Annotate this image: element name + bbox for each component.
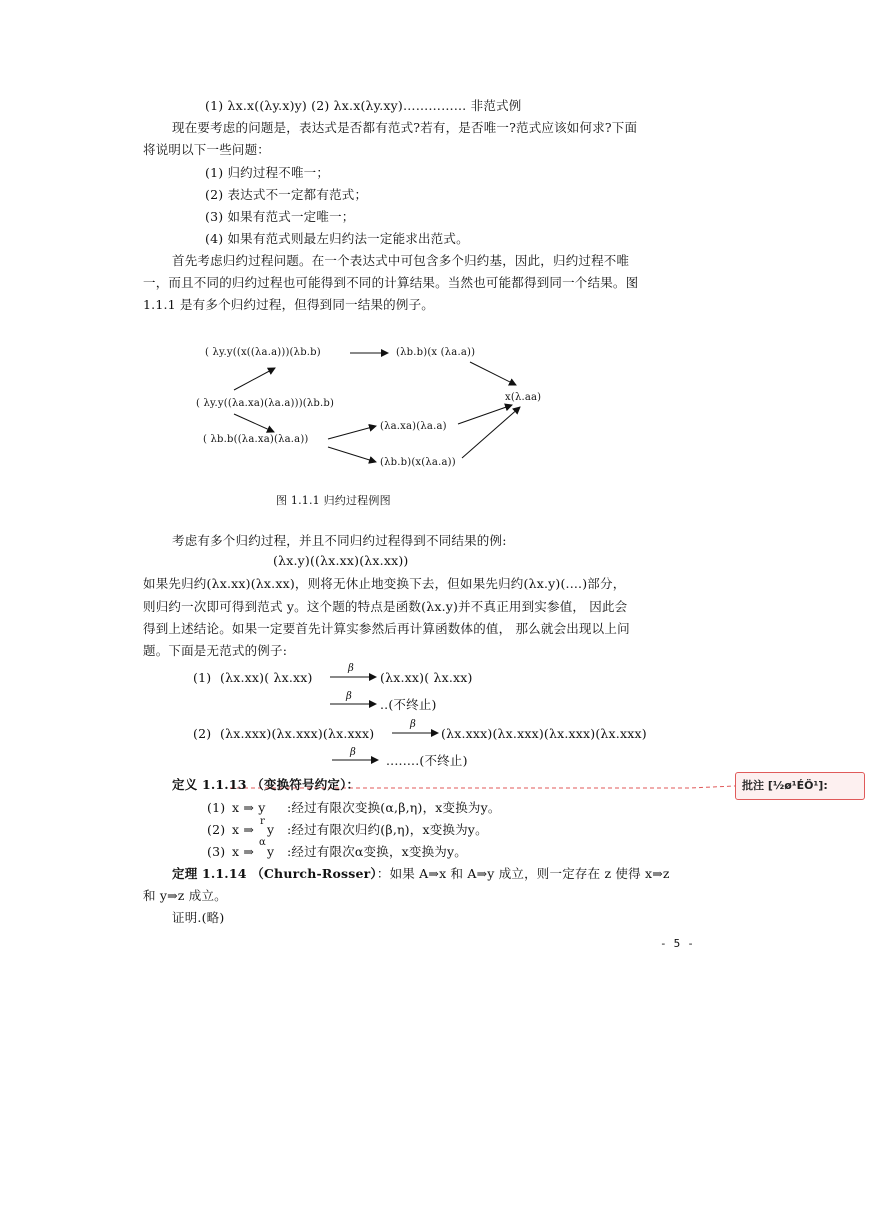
diagram-node-lower-left: ( λb.b((λa.xa)(λa.a))	[203, 434, 309, 445]
issue-item-4: (4) 如果有范式则最左归约法一定能求出范式。	[205, 231, 469, 246]
def-2-tail: y	[267, 822, 275, 837]
def-3-tail: y	[267, 844, 275, 859]
diagram-node-result: x(λ.aa)	[505, 392, 542, 403]
arrow-down	[234, 414, 274, 432]
theorem-line-1	[172, 864, 670, 884]
issue-item-1: (1) 归约过程不唯一；	[205, 165, 330, 180]
def-3-description: :经过有限次α变换，x变换为y。	[287, 844, 467, 859]
paragraph-4-line-1: 如果先归约(λx.xx)(λx.xx)，则将无休止地变换下去，但如果先归约(λx.y)(....)部分，	[143, 576, 626, 591]
definition-title: 定义 1.1.13 （变换符号约定）：	[172, 777, 360, 792]
nf2-rhs: (λx.xxx)(λx.xxx)(λx.xxx)(λx.xxx)	[441, 726, 647, 741]
nf2-number: (2)	[193, 726, 212, 741]
def-3-superscript: α	[259, 837, 266, 848]
theorem-title: 定理 1.1.14 （Church-Rosser）	[172, 866, 377, 881]
paragraph-1-line-2: 将说明以下一些问题：	[143, 142, 271, 157]
nf1-number: (1)	[193, 670, 212, 685]
arrow-bottom-to-result	[462, 407, 520, 458]
paragraph-2-line-2: 一，而且不同的归约过程也可能得到不同的计算结果。当然也可能都得到同一个结果。图	[143, 275, 639, 290]
nf2-continuation: ........(不终止)	[386, 753, 468, 768]
nf1-beta-label: β	[348, 663, 354, 674]
issue-item-3: (3) 如果有范式一定唯一；	[205, 209, 355, 224]
arrow-to-bottom	[328, 447, 376, 462]
def-3-number: (3)	[207, 844, 226, 859]
diagram-node-bottom: (λb.b)(x(λa.a))	[380, 457, 456, 468]
nf2-lhs: (λx.xxx)(λx.xxx)(λx.xxx)	[220, 726, 375, 741]
arrow-top-right-to-result	[470, 362, 516, 385]
issue-item-2: (2) 表达式不一定都有范式；	[205, 187, 368, 202]
def-2-symbol: x ⇒	[232, 822, 255, 837]
paragraph-4-line-2: 则归约一次即可得到范式 y。这个题的特点是函数(λx.y)并不真正用到实参值， 因此会	[143, 599, 628, 614]
diagram-node-top-right: (λb.b)(x (λa.a))	[396, 347, 476, 358]
arrow-lower-mid-to-result	[458, 405, 512, 424]
page-number: - 5 -	[660, 937, 695, 950]
def-1-number: (1)	[207, 800, 226, 815]
theorem-statement: ：如果 A⇒x 和 A⇒y 成立，则一定存在 z 使得 x⇒z	[376, 866, 670, 881]
def-2-superscript: r	[260, 816, 265, 827]
paragraph-1-line-1: 现在要考虑的问题是，表达式是否都有范式?若有，是否唯一?范式应该如何求?下面	[172, 120, 638, 135]
def-3-symbol: x ⇒	[232, 844, 255, 859]
example-expression: (λx.y)((λx.xx)(λx.xx))	[273, 553, 409, 568]
def-1-symbol: x ⇒ y	[232, 800, 266, 815]
def-1-description: :经过有限次变换(α,β,η)，x变换为y。	[287, 800, 501, 815]
figure-caption: 图 1.1.1 归约过程例图	[276, 494, 391, 507]
intro-examples: (1) λx.x((λy.x)y) (2) λx.x(λy.xy)…………… 非范式例	[205, 98, 522, 113]
paragraph-3: 考虑有多个归约过程，并且不同归约过程得到不同结果的例:	[172, 533, 507, 548]
paragraph-4-line-4: 题。下面是无范式的例子:	[143, 643, 288, 658]
def-2-description: :经过有限次归约(β,η)，x变换为y。	[287, 822, 488, 837]
proof: 证明.(略)	[172, 910, 225, 925]
arrow-to-lower-mid	[328, 426, 376, 439]
paragraph-4-line-3: 得到上述结论。如果一定要首先计算实参然后再计算函数体的值， 那么就会出现以上问	[143, 621, 630, 636]
def-2-number: (2)	[207, 822, 226, 837]
paragraph-2-line-3: 1.1.1 是有多个归约过程，但得到同一结果的例子。	[143, 297, 434, 312]
diagram-node-mid-left: ( λy.y((λa.xa)(λa.a)))(λb.b)	[196, 398, 335, 409]
theorem-line-2: 和 y⇒z 成立。	[143, 888, 227, 903]
arrow-up	[234, 368, 275, 390]
comment-label: 批注 [½ø¹ÉÖ¹]:	[742, 779, 828, 792]
nf1-beta-label-2: β	[346, 691, 352, 702]
diagram-node-top-left: ( λy.y((x((λa.a)))(λb.b)	[205, 347, 321, 358]
nf1-lhs: (λx.xx)( λx.xx)	[220, 670, 313, 685]
nf1-continuation: ..(不终止)	[380, 697, 437, 712]
diagram-node-lower-mid: (λa.xa)(λa.a)	[380, 421, 447, 432]
comment-balloon[interactable]	[735, 772, 865, 800]
nf2-beta-label: β	[410, 719, 416, 730]
paragraph-2-line-1: 首先考虑归约过程问题。在一个表达式中可包含多个归约基，因此，归约过程不唯	[172, 253, 630, 268]
nf2-beta-label-2: β	[350, 747, 356, 758]
nf1-rhs: (λx.xx)( λx.xx)	[380, 670, 473, 685]
